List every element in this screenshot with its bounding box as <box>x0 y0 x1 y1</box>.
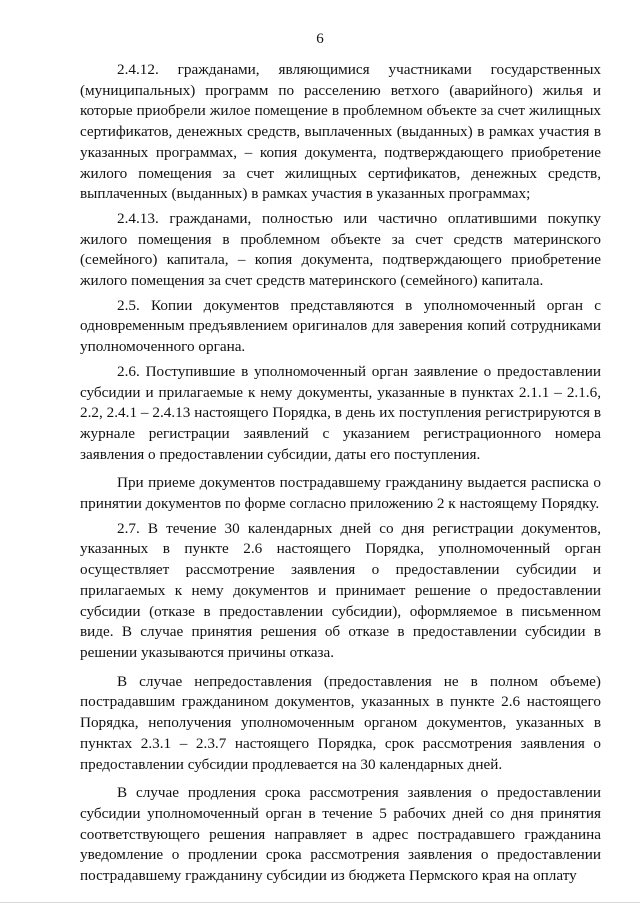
page-bottom-divider <box>0 902 640 903</box>
paragraph-2-4-13: 2.4.13. гражданами, полностью или частично оплатившими покупку жилого помещения в проблемном объекте за счет средств материнского (семейного) капитала, – копия документа, подтверждающего приобретение жилого помещения за счет средств материнского (семейного) капитала. <box>80 209 601 290</box>
paragraph-2-7: 2.7. В течение 30 календарных дней со дня регистрации документов, указанных в пункте 2.6 настоящего Порядка, уполномоченный орган осуществляет рассмотрение заявления о предоставлении субсидии и прилагаемых к нему документов и принимает решение о предоставлении субсидии (отказе в предоставлении субсидии), оформляемое в письменном виде. В случае принятия решения об отказе в предоставлении субсидии в решении указываются причины отказа. <box>80 519 601 661</box>
paragraph-extension-condition: В случае непредоставления (предоставления не в полном объеме) пострадавшим гражданином документов, указанных в пункте 2.6 настоящего Порядка, неполучения уполномоченным органом документов, указанных в пунктах 2.3.1 – 2.3.7 настоящего Порядка, срок рассмотрения заявления о предоставлении субсидии продлевается на 30 календарных дней. <box>80 672 601 773</box>
paragraph-2-6: 2.6. Поступившие в уполномоченный орган заявление о предоставлении субсидии и прилагаемые к нему документы, указанные в пунктах 2.1.1 – 2.1.6, 2.2, 2.4.1 – 2.4.13 настоящего Порядка, в день их поступления регистрируются в журнале регистрации заявлений с указанием регистрационного номера заявления о предоставлении субсидии, даты его поступления. <box>80 362 601 463</box>
document-body <box>80 60 601 891</box>
page-number: 6 <box>316 31 324 47</box>
paragraph-2-4-12: 2.4.12. гражданами, являющимися участниками государственных (муниципальных) программ по расселению ветхого (аварийного) жилья и которые приобрели жилое помещение в проблемном объекте за счет жилищных сертификатов, денежных средств, выплаченных (выданных) в рамках участия в указанных программах, – копия документа, подтверждающего приобретение жилого помещения за счет жилищных сертификатов, денежных средств, выплаченных (выданных) в рамках участия в указанных программах; <box>80 61 601 203</box>
paragraph-2-5: 2.5. Копии документов представляются в уполномоченный орган с одновременным предъявлением оригиналов для заверения копий сотрудниками уполномоченного органа. <box>80 296 601 356</box>
paragraph-receipt: При приеме документов пострадавшему гражданину выдается расписка о принятии документов по форме согласно приложению 2 к настоящему Порядку. <box>80 474 601 513</box>
paragraph-extension-notice: В случае продления срока рассмотрения заявления о предоставлении субсидии уполномоченный орган в течение 5 рабочих дней со дня принятия соответствующего решения направляет в адрес пострадавшего гражданина уведомление о продлении срока рассмотрения заявления о предоставлении пострадавшему гражданину субсидии из бюджета Пермского края на оплату <box>80 784 601 885</box>
